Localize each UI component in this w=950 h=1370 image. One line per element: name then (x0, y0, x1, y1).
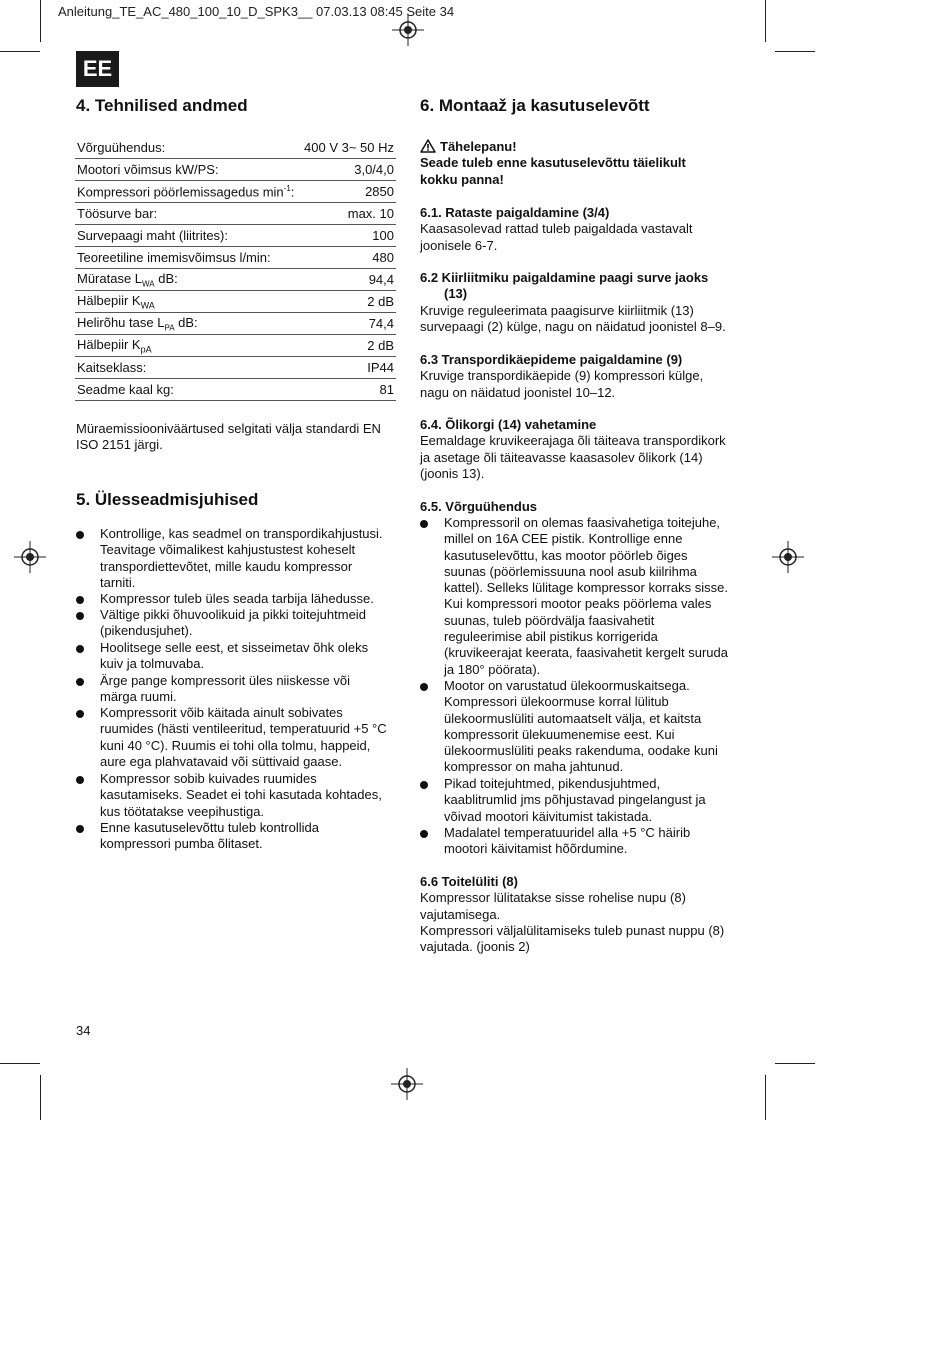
text-line: Teavitage võimalikest kahjustustest koheselt (100, 542, 356, 558)
warning-heading (420, 139, 750, 155)
table-row (75, 203, 396, 225)
text-line: Kompressor sobib kuivades ruumides (100, 771, 317, 786)
bullet-icon (76, 678, 84, 686)
spec-label-suffix: dB: (174, 314, 198, 330)
bullet-icon (76, 596, 84, 604)
bullet-icon (76, 825, 84, 833)
spec-label: Võrguühendus: (75, 137, 300, 159)
table-row (75, 225, 396, 247)
text-line: (joonis 13). (420, 465, 485, 481)
list-item-text (444, 825, 690, 858)
spec-label: Mootori võimsus kW/PS: (75, 159, 300, 181)
spec-label: Töösurve bar: (75, 203, 300, 225)
bullet-icon (76, 645, 84, 653)
spec-label-sub: WA (140, 300, 155, 311)
text-line: ja 180° pöörata). (444, 661, 541, 677)
text-line: Kompressoril on olemas faasivahetiga toitejuhe, (444, 515, 721, 530)
text-line: võivad mootori käivitumist takistada. (444, 808, 653, 824)
spec-label-text: Hälbepiir K (77, 292, 141, 308)
crop-mark (775, 1063, 815, 1064)
list-item-text (100, 705, 387, 770)
spec-label: Kaitseklass: (75, 357, 300, 379)
text-line: Kruvige reguleerimata paagisurve kiirliitmik (13) (420, 302, 694, 318)
spec-value: IP44 (300, 357, 396, 379)
table-row (75, 335, 396, 357)
text-line: Kui kompressori mootor peaks pöörlema vales (444, 596, 712, 612)
table-row (75, 291, 396, 313)
text-line: kasutuselevõttu, kas mootor pöörleb õiges (444, 547, 688, 563)
text-line: (kruvikeerajat keerata, faasivahetit kergelt suruda (444, 645, 728, 661)
spec-label-suffix: dB: (154, 270, 178, 286)
bullet-icon (76, 612, 84, 620)
list-item-text (444, 776, 706, 825)
text-line: Kruvige transpordikäepide (9) kompressori külge, (420, 368, 704, 384)
subsection-6-3 (420, 352, 750, 401)
text-line: kuiv ja tolmuvaba. (100, 656, 205, 672)
note-line: Müraemissiooniväärtused selgitati välja standardi EN (76, 421, 381, 436)
spec-value: max. 10 (300, 203, 396, 225)
text-line: nagu on näidatud joonistel 10–12. (420, 384, 616, 400)
text-line: vajutada. (joonis 2) (420, 939, 530, 955)
text-line: kattel). Selleks lülitage kompressor korraks sisse. (444, 580, 728, 596)
bullet-icon (420, 830, 428, 838)
list-item-text (100, 607, 366, 640)
list-item-text (100, 820, 319, 853)
bullet-icon (76, 776, 84, 784)
subsection-heading: 6.3 Transpordikäepideme paigaldamine (9) (420, 352, 683, 367)
spec-label-sub: WA (142, 279, 155, 289)
spec-value: 2850 (300, 181, 396, 203)
noise-emission-note (76, 421, 381, 454)
bullet-icon (420, 520, 428, 528)
spec-label: Seadme kaal kg: (75, 379, 300, 401)
text-line: Kaasasolevad rattad tuleb paigaldada vastavalt (420, 221, 693, 237)
text-line: Enne kasutuselevõttu tuleb kontrollida (100, 820, 319, 835)
section-title-technical-data: 4. Tehnilised andmed (76, 96, 248, 115)
text-line: suunas, tuleb pöördvälja faasivahetit (444, 612, 655, 628)
list-item-text (100, 526, 383, 591)
text-line: tarniti. (100, 574, 136, 590)
table-row (75, 137, 396, 159)
text-line: Kompressor lülitatakse sisse rohelise nupu (8) (420, 890, 686, 906)
text-line: kasutamiseks. Seadet ei tohi kasutada kohtades, (100, 787, 382, 803)
spec-label (75, 313, 300, 335)
text-line: kuni 40 °C). Ruumis ei tohi olla tolmu, happeid, (100, 737, 371, 753)
crop-mark (0, 51, 40, 52)
subsection-6-4 (420, 417, 750, 482)
table-row (75, 247, 396, 269)
crop-mark (765, 0, 766, 42)
crop-mark (40, 0, 41, 42)
crop-mark (765, 1075, 766, 1120)
text-line: Madalatel temperatuuridel alla +5 °C häirib (444, 825, 691, 840)
warning-block (420, 139, 750, 188)
spec-value: 3,0/4,0 (300, 159, 396, 181)
text-line: Hoolitsege selle eest, et sisseimetav õhk oleks (100, 640, 369, 655)
table-row (75, 357, 396, 379)
spec-value: 81 (300, 379, 396, 401)
subsection-heading: (13) (444, 286, 468, 302)
spec-label: Survepaagi maht (liitrites): (75, 225, 300, 247)
spec-value: 94,4 (300, 269, 396, 291)
section-title-assembly: 6. Montaaž ja kasutuselevõtt (420, 96, 650, 115)
text-line: Vältige pikki õhuvoolikuid ja pikki toitejuhtmeid (100, 607, 366, 622)
spec-label-suffix: : (290, 184, 295, 200)
text-line: ülekoormuslüliti peaks rakenduma, oodake kuni (444, 743, 718, 759)
text-line: kompressori pumba õlitaset. (100, 836, 263, 852)
text-line: survepaagi (2) külge, nagu on näidatud joonistel 8–9. (420, 318, 726, 334)
text-line: (pikendusjuhet). (100, 623, 193, 639)
list-item-text (100, 673, 350, 706)
text-line: Kontrollige, kas seadmel on transpordikahjustusi. (100, 526, 383, 541)
technical-data-table (75, 137, 396, 401)
spec-value: 400 V 3~ 50 Hz (300, 137, 396, 159)
text-line: joonisele 6-7. (420, 237, 498, 253)
table-row (75, 181, 396, 203)
subsection-6-5-heading (420, 499, 750, 515)
spec-label-sup: -1 (283, 183, 291, 193)
text-line: Kompressor tuleb üles seada tarbija lähedusse. (100, 591, 374, 606)
text-line: mootori käivitamist hõõrdumine. (444, 841, 628, 857)
subsection-6-2 (420, 270, 750, 335)
text-line: transpordiettevõtet, mille kaudu kompressor (100, 558, 353, 574)
bullet-icon (76, 531, 84, 539)
bullet-icon (420, 781, 428, 789)
text-line: Kompressori ülekoormuse korral lülitub (444, 694, 669, 710)
text-line: millel on 16A CEE pistik. Kontrollige enne (444, 531, 683, 547)
spec-label: Teoreetiline imemisvõimsus l/min: (75, 247, 300, 269)
text-line: suunas (pöörlemissuuna nool asub kiilrihma (444, 563, 697, 579)
spec-label-text: Müratase L (77, 270, 143, 286)
text-line: kompressorit ülekuumenemise eest. Kui (444, 726, 675, 742)
table-row (75, 159, 396, 181)
spec-label-text: Hälbepiir K (77, 336, 141, 352)
text-line: Eemaldage kruvikeerajaga õli täiteava transpordikork (420, 433, 726, 449)
section-title-setup: 5. Ülesseadmisjuhised (76, 490, 259, 509)
subsection-heading: 6.6 Toitelüliti (8) (420, 874, 518, 889)
spec-label-text: Helirõhu tase L (77, 314, 165, 330)
text-line: aure ega plahvatavaid või süttivaid gaase. (100, 753, 343, 769)
spec-value: 100 (300, 225, 396, 247)
spec-label-sub: pA (140, 344, 152, 355)
spec-label (75, 291, 300, 313)
subsection-heading: 6.4. Õlikorgi (14) vahetamine (420, 417, 597, 432)
list-item-text (100, 771, 382, 820)
spec-value: 2 dB (300, 291, 396, 313)
text-line: kus töötatakse veepihustiga. (100, 803, 265, 819)
text-line: Pikad toitejuhtmed, pikendusjuhtmed, (444, 776, 661, 791)
crop-mark (40, 1075, 41, 1120)
text-line: Mootor on varustatud ülekoormuskaitsega. (444, 678, 690, 693)
subsection-heading: 6.2 Kiirliitmiku paigaldamine paagi surve jaoks (420, 270, 709, 285)
note-line: ISO 2151 järgi. (76, 437, 163, 453)
registration-mark-icon (391, 1068, 423, 1100)
list-item-text (444, 515, 728, 678)
text-line: Seade tuleb enne kasutuselevõttu täielikult (420, 155, 686, 171)
table-row (75, 313, 396, 335)
list-item-text (444, 678, 718, 776)
crop-mark (775, 51, 815, 52)
spec-label-text: Kompressori pöörlemissagedus min (77, 184, 284, 200)
text-line: ruumides (hästi ventileeritud, temperatuurid +5 °C (100, 721, 387, 737)
subsection-heading: 6.1. Rataste paigaldamine (3/4) (420, 205, 610, 220)
list-item-text (100, 640, 368, 673)
language-badge: EE (76, 51, 119, 87)
spec-label-sub: PA (164, 323, 175, 333)
text-line: Kompressorit võib käitada ainult sobivates (100, 705, 343, 720)
text-line: reguleerimise abil pistikus korrigerida (444, 629, 658, 645)
text-line: kompressor on maha jahtunud. (444, 759, 624, 775)
text-line: Ärge pange kompressorit üles niiskesse või (100, 673, 351, 688)
warning-title: Tähelepanu! (440, 139, 517, 154)
text-line: märga ruumi. (100, 689, 177, 705)
text-line: vajutamisega. (420, 906, 501, 922)
bullet-icon (76, 710, 84, 718)
registration-mark-icon (772, 541, 804, 573)
text-line: ja asetage õli täiteavasse kaasasolev õlikork (14) (420, 449, 703, 465)
subsection-heading: 6.5. Võrguühendus (420, 499, 538, 514)
registration-mark-icon (14, 541, 46, 573)
text-line: Kompressori väljalülitamiseks tuleb punast nuppu (8) (420, 922, 725, 938)
list-item-text (100, 591, 374, 607)
page-number: 34 (76, 1023, 91, 1038)
subsection-6-6 (420, 874, 750, 955)
table-row (75, 379, 396, 401)
table-row (75, 269, 396, 291)
text-line: kaablitrumlid jms põhjustavad pingelangust ja (444, 792, 706, 808)
subsection-6-1 (420, 205, 750, 254)
spec-label (75, 181, 300, 203)
spec-label (75, 335, 300, 357)
text-line: kokku panna! (420, 171, 504, 187)
bullet-icon (420, 683, 428, 691)
spec-value: 480 (300, 247, 396, 269)
spec-value: 2 dB (300, 335, 396, 357)
spec-label (75, 269, 300, 291)
crop-mark (0, 1063, 40, 1064)
print-file-header: Anleitung_TE_AC_480_100_10_D_SPK3__ 07.03.13 08:45 Seite 34 (58, 4, 455, 19)
warning-triangle-icon (420, 139, 436, 153)
text-line: ülekoormuslüliti automaatselt välja, et kaitsta (444, 710, 702, 726)
spec-value: 74,4 (300, 313, 396, 335)
